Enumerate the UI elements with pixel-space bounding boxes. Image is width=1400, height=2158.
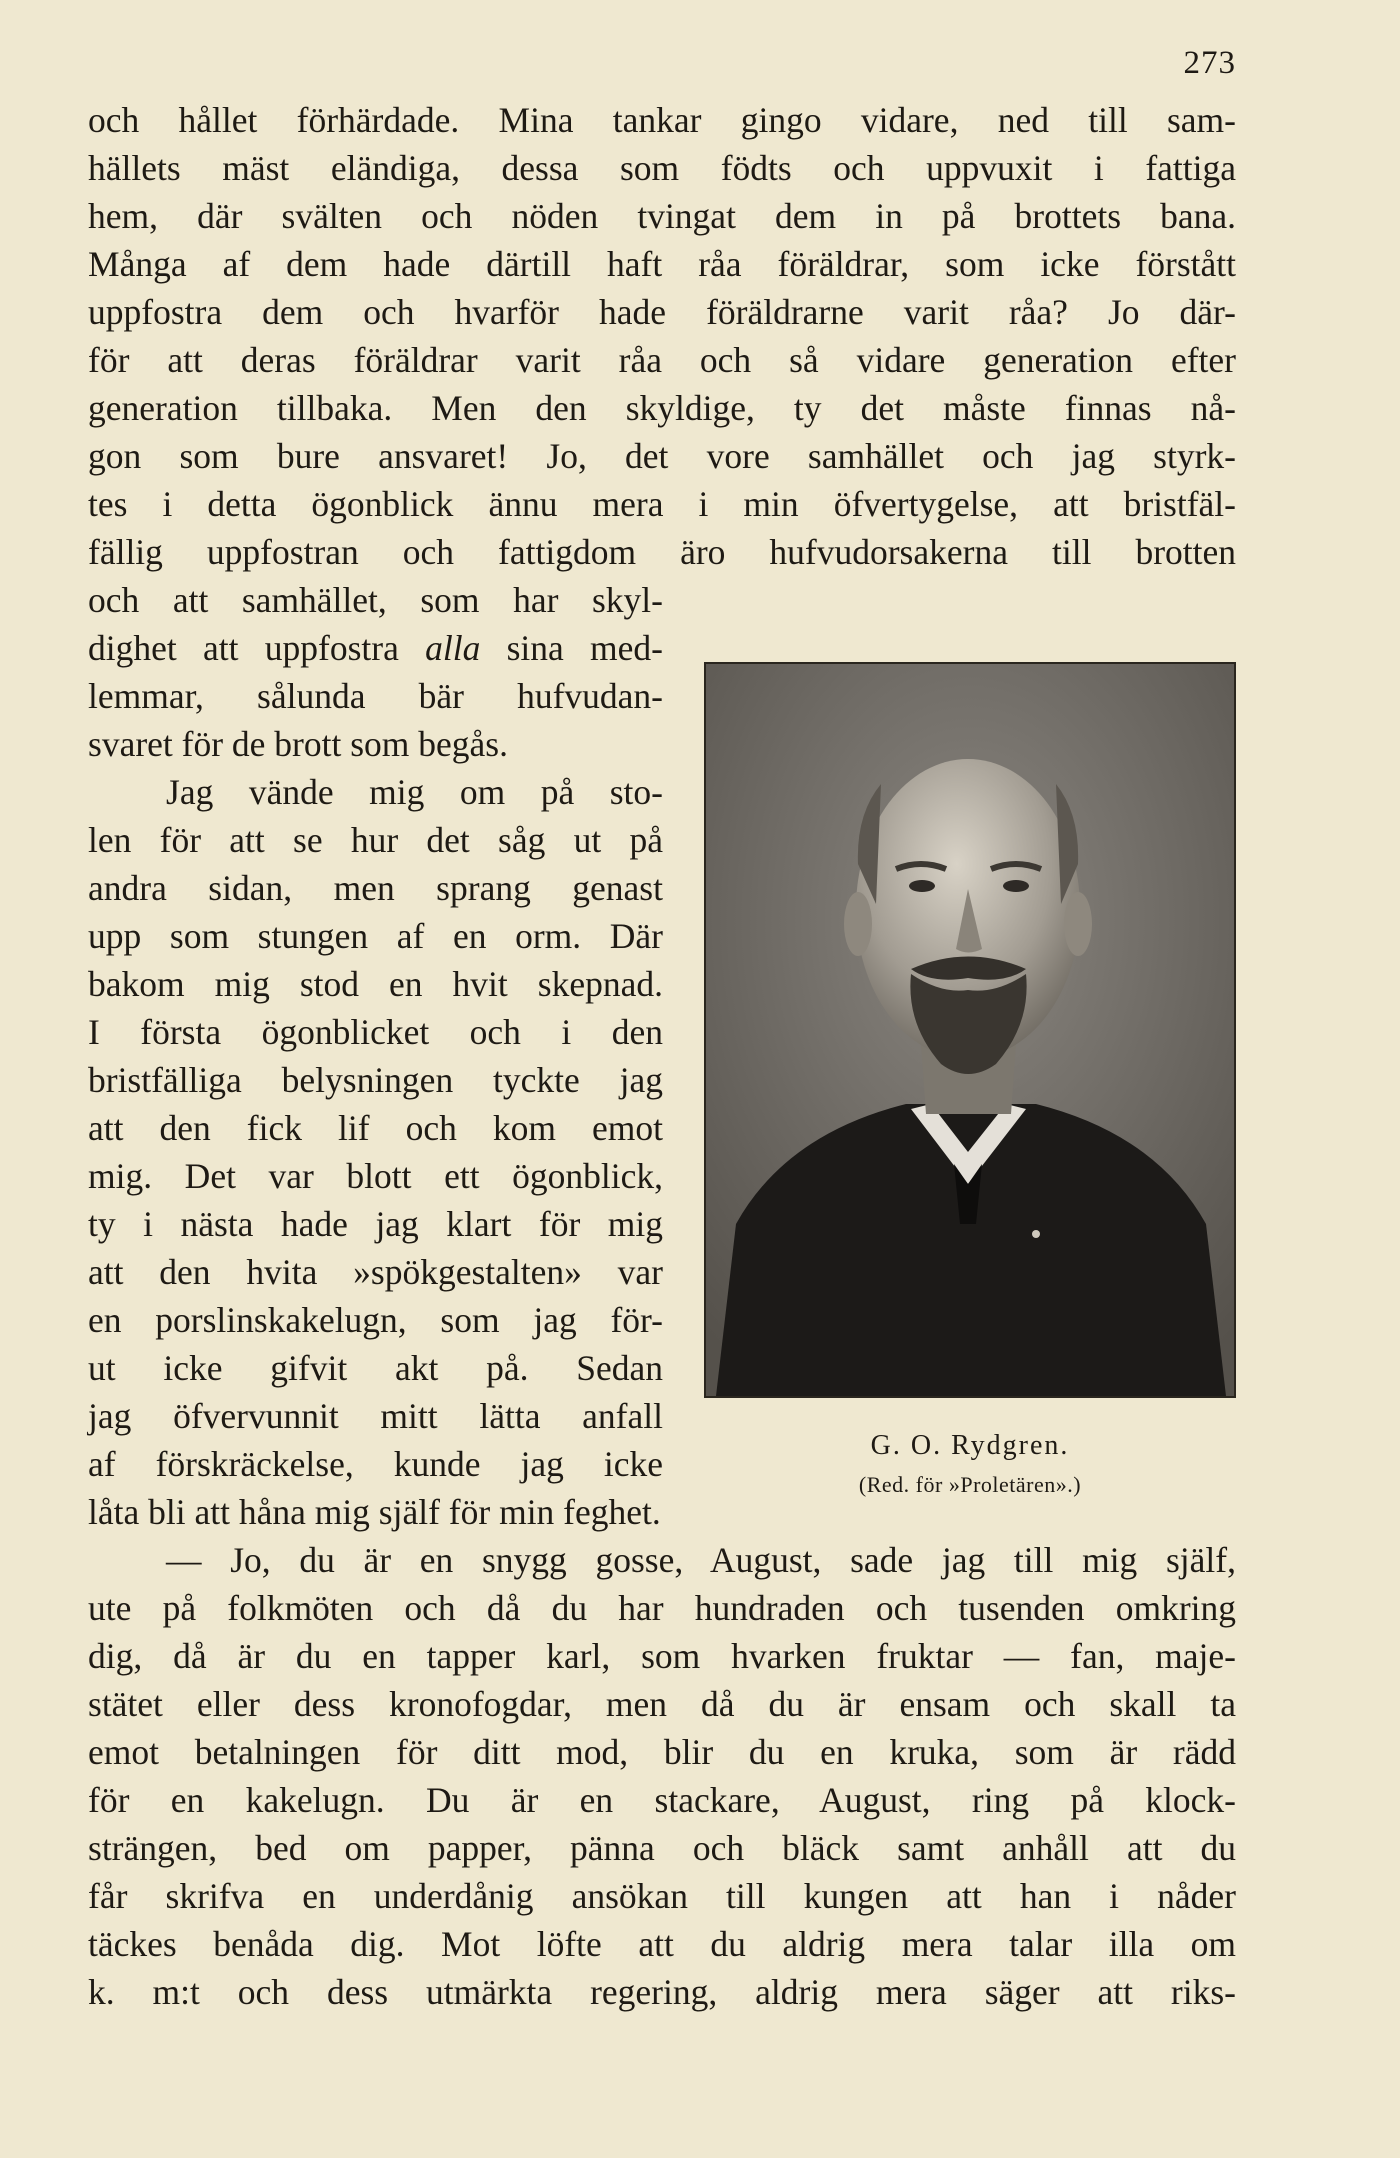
text-line: lemmar, sålunda bär hufvudan- <box>88 676 663 716</box>
text-line: uppfostra dem och hvarför hade föräldrarne varit råa? Jo där- <box>88 292 1236 332</box>
text-line: af förskräckelse, kunde jag icke <box>88 1444 663 1484</box>
text-line: k. m:t och dess utmärkta regering, aldrig mera säger att riks- <box>88 1972 1236 2012</box>
text-line: I första ögonblicket och i den <box>88 1012 663 1052</box>
page-number: 273 <box>1183 45 1236 81</box>
text-line: generation tillbaka. Men den skyldige, ty det måste finnas nå- <box>88 388 1236 428</box>
portrait-illustration <box>706 664 1234 1396</box>
text-line: låta bli att håna mig själf för min feghet. <box>88 1492 661 1532</box>
text-line: strängen, bed om papper, pänna och bläck samt anhåll att du <box>88 1828 1236 1868</box>
photo-caption-credit: (Red. för »Proletären».) <box>858 1472 1082 1497</box>
text-line: tes i detta ögonblick ännu mera i min öfvertygelse, att bristfäl- <box>88 484 1236 524</box>
text-line: gon som bure ansvaret! Jo, det vore samhället och jag styrk- <box>88 436 1236 476</box>
text-line: en porslinskakelugn, som jag för- <box>88 1300 663 1340</box>
text-line: hem, där svälten och nöden tvingat dem in på brottets bana. <box>88 196 1236 236</box>
photo-caption-name: G. O. Rydgren. <box>870 1430 1070 1461</box>
text-line: och hållet förhärdade. Mina tankar gingo vidare, ned till sam- <box>88 100 1236 140</box>
text-line: Jag vände mig om på sto- <box>166 772 663 812</box>
text-run: dighet att uppfostra <box>88 628 426 668</box>
emphasis-word: alla <box>425 628 481 668</box>
text-line: mig. Det var blott ett ögonblick, <box>88 1156 663 1196</box>
text-line: len för att se hur det såg ut på <box>88 820 663 860</box>
text-line: att den fick lif och kom emot <box>88 1108 663 1148</box>
text-line <box>88 626 663 674</box>
text-line: stätet eller dess kronofogdar, men då du är ensam och skall ta <box>88 1684 1236 1724</box>
text-line: andra sidan, men sprang genast <box>88 868 663 908</box>
text-line: och att samhället, som har skyl- <box>88 580 663 620</box>
text-line: fällig uppfostran och fattigdom äro hufvudorsakerna till brotten <box>88 532 1236 572</box>
text-line: får skrifva en underdånig ansökan till kungen att han i nåder <box>88 1876 1236 1916</box>
text-line: upp som stungen af en orm. Där <box>88 916 663 956</box>
text-line: svaret för de brott som begås. <box>88 724 508 764</box>
text-line: bristfälliga belysningen tyckte jag <box>88 1060 663 1100</box>
text-line: ute på folkmöten och då du har hundraden och tusenden omkring <box>88 1588 1236 1628</box>
text-line: — Jo, du är en snygg gosse, August, sade jag till mig själf, <box>166 1540 1236 1580</box>
text-run: sina med- <box>480 628 663 668</box>
text-line: emot betalningen för ditt mod, blir du en kruka, som är rädd <box>88 1732 1236 1772</box>
text-line: bakom mig stod en hvit skepnad. <box>88 964 663 1004</box>
text-line: jag öfvervunnit mitt lätta anfall <box>88 1396 663 1436</box>
text-line: hällets mäst eländiga, dessa som födts och uppvuxit i fattiga <box>88 148 1236 188</box>
text-line: täckes benåda dig. Mot löfte att du aldrig mera talar illa om <box>88 1924 1236 1964</box>
text-line: ut icke gifvit akt på. Sedan <box>88 1348 663 1388</box>
text-line: för att deras föräldrar varit råa och så vidare generation efter <box>88 340 1236 380</box>
text-line: ty i nästa hade jag klart för mig <box>88 1204 663 1244</box>
text-line: Många af dem hade därtill haft råa föräldrar, som icke förstått <box>88 244 1236 284</box>
text-line: för en kakelugn. Du är en stackare, August, ring på klock- <box>88 1780 1236 1820</box>
text-line: dig, då är du en tapper karl, som hvarken fruktar — fan, maje- <box>88 1636 1236 1676</box>
portrait-photo <box>704 662 1236 1398</box>
text-line: att den hvita »spökgestalten» var <box>88 1252 663 1292</box>
